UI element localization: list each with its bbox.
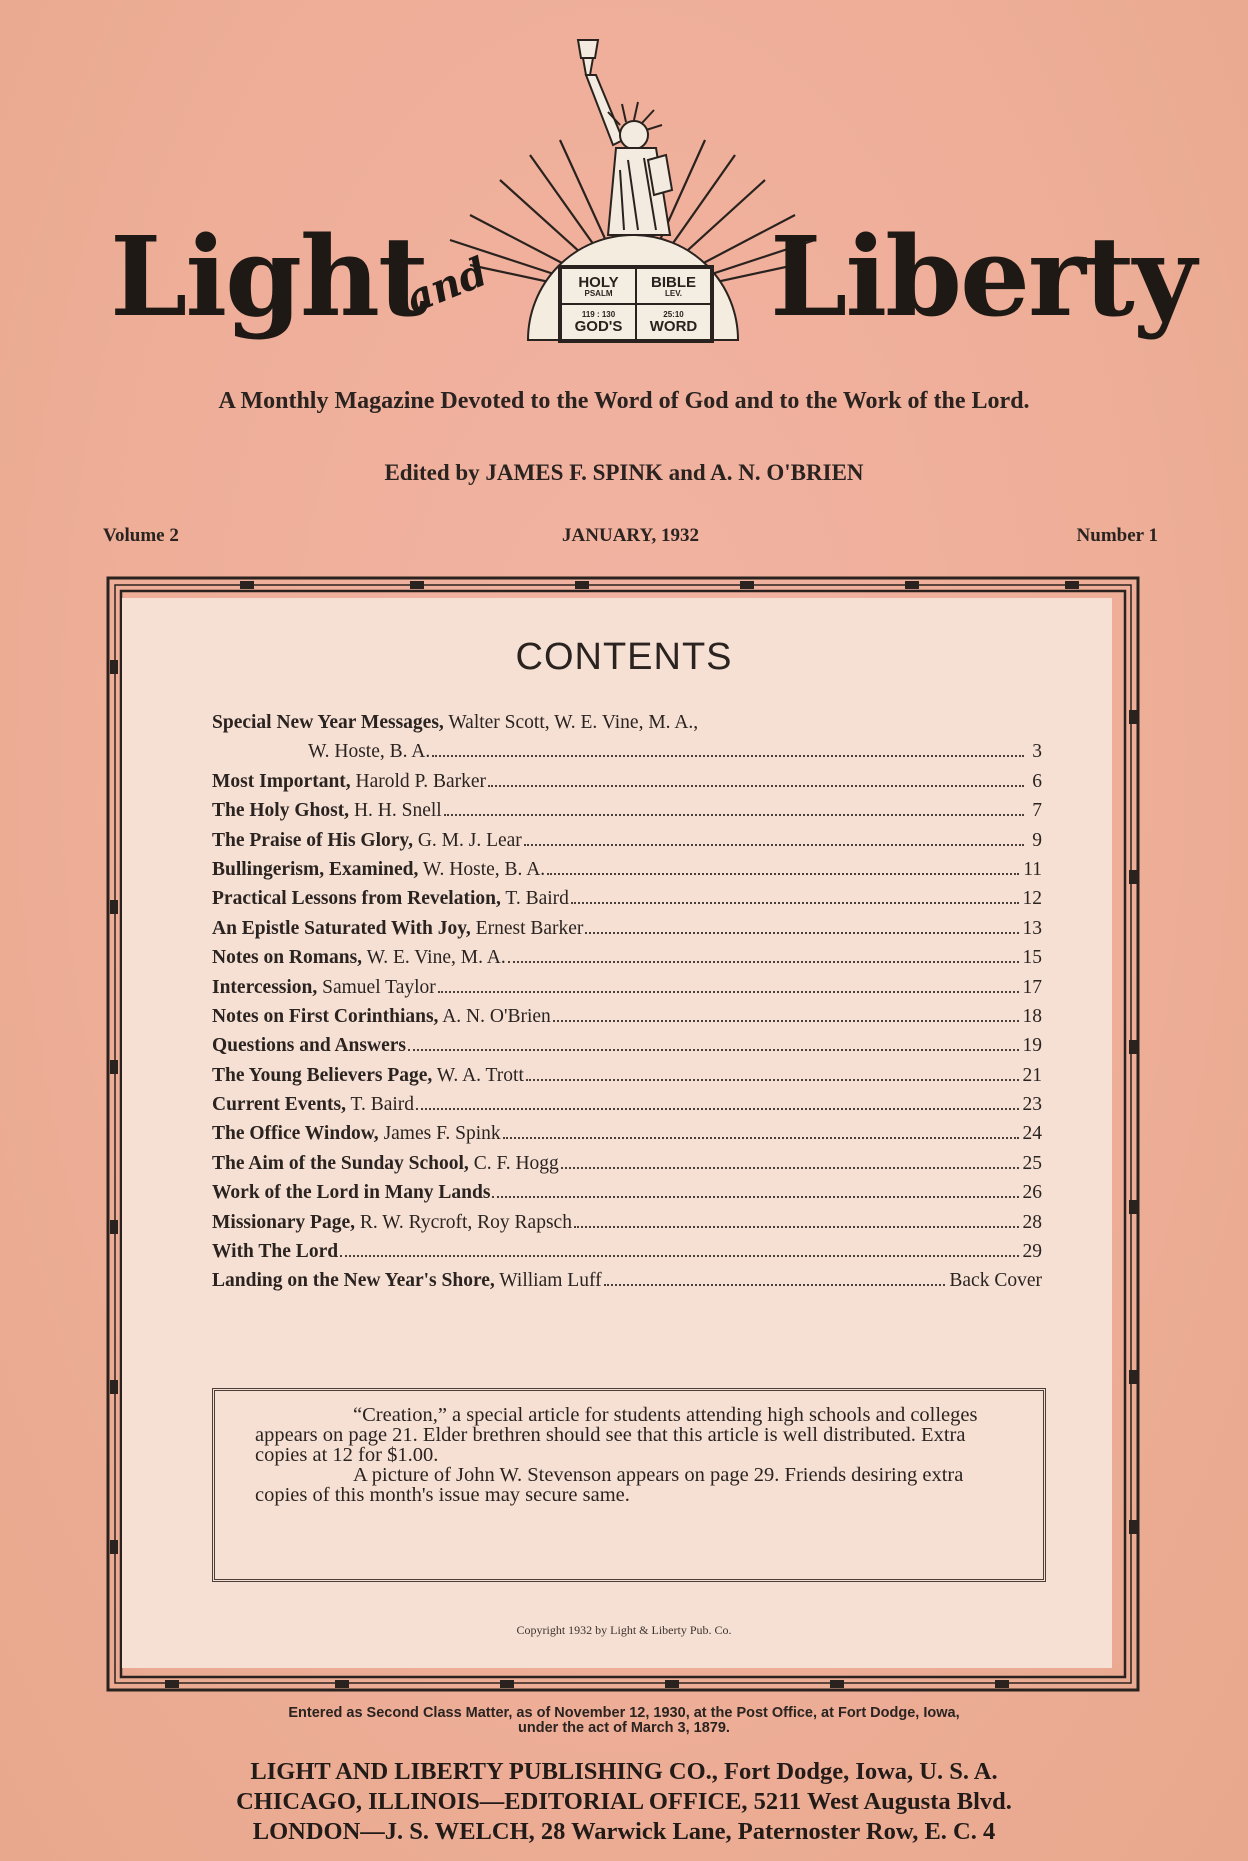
toc-entry-title: The Holy Ghost, — [212, 800, 350, 822]
leader-dots — [503, 1137, 1019, 1139]
toc-entry-page: 12 — [1022, 888, 1042, 910]
toc-entry-page: 26 — [1022, 1182, 1042, 1204]
toc-entry-page: 9 — [1032, 829, 1042, 851]
bible-cell-gods: 119 : 130 GOD'S — [561, 304, 636, 340]
toc-entry-title: The Aim of the Sunday School, — [212, 1152, 469, 1174]
toc-entry — [212, 712, 1042, 741]
toc-entry — [212, 918, 1042, 947]
leader-dots — [524, 844, 1024, 846]
leader-dots — [526, 1079, 1019, 1081]
notice-paragraph-creation: “Creation,” a special article for students attending high schools and colleges appears on page 21. Elder brethren should see that this article is well distributed. Extra copies at 12 for $1.00. — [255, 1404, 978, 1466]
toc-entry-title: Practical Lessons from Revelation, — [212, 888, 501, 910]
toc-entry — [212, 830, 1042, 859]
toc-entry-page: 6 — [1032, 770, 1042, 792]
toc-entry-title: Notes on Romans, — [212, 947, 363, 969]
copyright-notice: Copyright 1932 by Light & Liberty Pub. Co. — [516, 1623, 732, 1637]
toc-entry — [212, 800, 1042, 829]
toc-entries — [212, 771, 1042, 1300]
toc-entry — [212, 771, 1042, 800]
toc-entry — [212, 1094, 1042, 1123]
leader-dots — [547, 873, 1019, 875]
bible-cell-holy: HOLY PSALM — [561, 268, 636, 304]
leader-dots — [444, 814, 1024, 816]
publisher-line-fort-dodge: LIGHT AND LIBERTY PUBLISHING CO., Fort Dodge, Iowa, U. S. A. — [250, 1758, 998, 1785]
title-word-and: and — [399, 248, 494, 323]
toc-entry-author: Ernest Barker — [470, 917, 584, 939]
leader-dots — [571, 902, 1019, 904]
toc-entry-author: G. M. J. Lear — [412, 829, 522, 851]
toc-entry-author: James F. Spink — [378, 1123, 501, 1145]
toc-entry-page: 18 — [1022, 1005, 1042, 1027]
toc-entry-page: 15 — [1022, 947, 1042, 969]
toc-entry — [212, 1123, 1042, 1152]
publisher-line-chicago: CHICAGO, ILLINOIS—EDITORIAL OFFICE, 5211 West Augusta Blvd. — [236, 1788, 1012, 1815]
toc-entry-title: Current Events, — [212, 1094, 346, 1116]
toc-entry-author: Harold P. Barker — [350, 770, 487, 792]
toc-entry-page: 23 — [1022, 1094, 1042, 1116]
leader-dots — [340, 1255, 1018, 1257]
leader-dots — [408, 1049, 1019, 1051]
leader-dots — [488, 785, 1024, 787]
toc-entry — [212, 947, 1042, 976]
toc-entry — [212, 1241, 1042, 1270]
toc-entry-title: Work of the Lord in Many Lands — [212, 1182, 491, 1204]
table-of-contents — [212, 712, 1042, 1300]
leader-dots — [508, 961, 1019, 963]
leader-dots — [574, 1226, 1019, 1228]
toc-entry — [212, 1270, 1042, 1299]
postal-entry-notice — [0, 1706, 1248, 1736]
notice-text — [255, 1405, 1000, 1505]
toc-entry-page: 25 — [1022, 1152, 1042, 1174]
toc-entry — [212, 1153, 1042, 1182]
editors-line: Edited by JAMES F. SPINK and A. N. O'BRIEN — [384, 460, 864, 485]
leader-dots — [604, 1284, 946, 1286]
toc-entry-title: Special New Year Messages, — [212, 712, 444, 733]
toc-entry-page: Back Cover — [949, 1270, 1042, 1292]
toc-entry-title: The Office Window, — [212, 1123, 379, 1145]
toc-entry — [212, 1182, 1042, 1211]
toc-entry-author: R. W. Rycroft, Roy Rapsch — [354, 1211, 572, 1233]
toc-entry-page: 21 — [1022, 1064, 1042, 1086]
toc-entry-author: W. E. Vine, M. A. — [362, 947, 506, 969]
toc-entry — [212, 888, 1042, 917]
toc-entry-author: Samuel Taylor — [317, 976, 436, 998]
toc-entry-title: An Epistle Saturated With Joy, — [212, 917, 471, 939]
leader-dots — [438, 991, 1019, 993]
toc-entry-page: 3 — [1032, 741, 1042, 763]
toc-entry-author: A. N. O'Brien — [438, 1005, 551, 1027]
toc-entry — [212, 1212, 1042, 1241]
toc-entry-page: 13 — [1022, 917, 1042, 939]
leader-dots — [585, 932, 1018, 934]
leader-dots — [561, 1167, 1019, 1169]
magazine-subtitle: A Monthly Magazine Devoted to the Word of God and to the Work of the Lord. — [218, 388, 1030, 414]
toc-entry-author: William Luff — [494, 1270, 602, 1292]
number-label: Number 1 — [1076, 525, 1158, 546]
toc-entry-page: 24 — [1022, 1123, 1042, 1145]
toc-entry-page: 19 — [1022, 1035, 1042, 1057]
notice-paragraph-picture: A picture of John W. Stevenson appears on page 29. Friends desiring extra copies of this month's issue may secure same. — [255, 1464, 964, 1506]
bible-cell-bible: BIBLE LEV. — [636, 268, 711, 304]
toc-entry-title: Bullingerism, Examined, — [212, 858, 419, 880]
postal-entry-line-2: under the act of March 3, 1879. — [518, 1720, 730, 1736]
toc-entry-author: T. Baird — [500, 888, 569, 910]
toc-entry-title: The Praise of His Glory, — [212, 829, 413, 851]
publisher-addresses — [0, 1757, 1248, 1847]
toc-entry-title: The Young Believers Page, — [212, 1064, 433, 1086]
toc-entry — [212, 1035, 1042, 1064]
toc-entry-page: 11 — [1023, 858, 1042, 880]
toc-entry-page: 28 — [1022, 1211, 1042, 1233]
toc-entry — [212, 1065, 1042, 1094]
leader-dots — [492, 1196, 1018, 1198]
toc-entry — [212, 977, 1042, 1006]
toc-entry-title: Missionary Page, — [212, 1211, 355, 1233]
toc-entry-title: Intercession, — [212, 976, 318, 998]
contents-heading: CONTENTS — [515, 636, 733, 678]
toc-entry-title: Questions and Answers — [212, 1035, 406, 1057]
toc-entry-author: W. Hoste, B. A. — [418, 858, 546, 880]
toc-entry-author: T. Baird — [345, 1094, 415, 1116]
toc-entry-title: Notes on First Corinthians, — [212, 1005, 439, 1027]
toc-entry-page: 7 — [1032, 800, 1042, 822]
volume-label: Volume 2 — [103, 525, 179, 546]
leader-dots — [416, 1108, 1018, 1110]
toc-entry-title: Most Important, — [212, 770, 351, 792]
toc-entry-author: W. Hoste, B. A. — [308, 741, 431, 763]
postal-entry-line-1: Entered as Second Class Matter, as of November 12, 1930, at the Post Office, at Fort Dodge, Iowa, — [288, 1705, 960, 1721]
toc-entry-title: With The Lord — [212, 1241, 339, 1263]
toc-entry-continuation — [212, 741, 1042, 770]
toc-entry-author: C. F. Hogg — [468, 1152, 559, 1174]
toc-entry-author: H. H. Snell — [349, 800, 442, 822]
toc-entry-page: 29 — [1022, 1241, 1042, 1263]
toc-entry-page: 17 — [1022, 976, 1042, 998]
title-word-light: Light — [110, 212, 427, 341]
leader-dots — [432, 755, 1024, 757]
issue-date: JANUARY, 1932 — [562, 525, 699, 546]
title-word-liberty: Liberty — [770, 212, 1195, 341]
toc-entry — [212, 859, 1042, 888]
toc-entry — [212, 1006, 1042, 1035]
toc-entry-author: W. A. Trott — [432, 1064, 524, 1086]
toc-entry-author: Walter Scott, W. E. Vine, M. A., — [443, 712, 699, 733]
publisher-line-london: LONDON—J. S. WELCH, 28 Warwick Lane, Paternoster Row, E. C. 4 — [252, 1818, 996, 1845]
toc-entry-title: Landing on the New Year's Shore, — [212, 1270, 495, 1292]
leader-dots — [553, 1020, 1019, 1022]
bible-cell-word: 25:10 WORD — [636, 304, 711, 340]
